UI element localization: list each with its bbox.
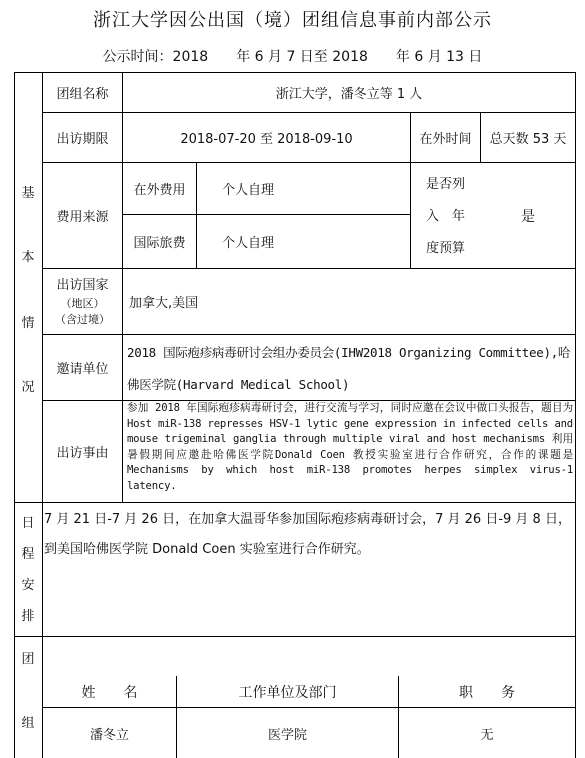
abroad-cost-value: 个人自理 xyxy=(222,183,275,198)
section-schedule-char: 排 xyxy=(21,609,35,624)
section-schedule-char: 程 xyxy=(21,547,35,562)
member-title: 无 xyxy=(480,727,494,743)
table-border-right xyxy=(575,72,576,758)
budget-value: 是 xyxy=(521,208,535,225)
invite-label: 邀请单位 xyxy=(56,362,109,377)
country-label-line: （含过境） xyxy=(55,313,110,326)
section-schedule-char: 安 xyxy=(21,578,35,593)
section-group-char: 组 xyxy=(21,716,35,731)
section-basic-char: 情 xyxy=(21,316,35,331)
group-name-value: 浙江大学，潘冬立等 1 人 xyxy=(275,87,423,102)
intl-travel-value: 个人自理 xyxy=(222,236,275,251)
abroad-time-label: 在外时间 xyxy=(419,132,472,147)
period-label: 出访期限 xyxy=(56,132,109,147)
section-basic-char: 况 xyxy=(21,380,35,395)
intl-travel-label: 国际旅费 xyxy=(133,236,186,251)
reason-label: 出访事由 xyxy=(56,446,109,461)
funding-label: 费用来源 xyxy=(56,210,109,225)
publish-time: 公示时间：2018 年 6 月 7 日至 2018 年 6 月 13 日 xyxy=(102,49,483,65)
members-header-title: 职 务 xyxy=(459,684,515,701)
budget-label-line: 入 年 xyxy=(425,208,465,224)
section-basic-char: 本 xyxy=(21,250,35,265)
section-divider xyxy=(14,636,576,637)
members-header-name: 姓 名 xyxy=(81,684,138,701)
member-name: 潘冬立 xyxy=(89,727,129,743)
reason-value: 参加 2018 年国际疱疹病毒研讨会，进行交流与学习，同时应邀在会议中做口头报告，题目为 Host miR-138 represses HSV-1 lytic gene expression in infected cells and mouse trigeminal ganglia through multiple viral and host mechanisms 利用暑假期间应邀赴哈佛医学院Donald Coen 教授实验室进行合作研究，合作的课题是 Mechanisms by which host miR-138 promotes herpes simplex virus-1 latency. xyxy=(127,402,573,492)
abroad-time-value: 总天数 53 天 xyxy=(489,132,567,147)
budget-label-line: 是否列 xyxy=(425,176,465,192)
budget-label-line: 度预算 xyxy=(425,240,465,256)
period-value: 2018-07-20 至 2018-09-10 xyxy=(180,132,353,147)
members-header-unit: 工作单位及部门 xyxy=(238,684,337,701)
country-label-line: （地区） xyxy=(60,297,105,310)
section-group-char: 团 xyxy=(21,652,35,667)
section-basic-char: 基 xyxy=(21,186,35,201)
table-border-left xyxy=(14,72,15,758)
column-divider xyxy=(196,162,197,268)
member-unit: 医学院 xyxy=(267,727,307,743)
section-divider xyxy=(14,502,576,503)
section-schedule-char: 日 xyxy=(21,516,35,531)
abroad-cost-label: 在外费用 xyxy=(133,183,186,198)
country-label-line: 出访国家 xyxy=(56,277,109,293)
group-name-label: 团组名称 xyxy=(56,87,109,102)
invite-value: 2018 国际疱疹病毒研讨会组办委员会(IHW2018 Organizing Committee),哈佛医学院(Harvard Medical School) xyxy=(127,345,571,392)
page-title: 浙江大学因公出国（境）团组信息事前内部公示 xyxy=(93,10,492,31)
country-value: 加拿大,美国 xyxy=(129,296,199,311)
schedule-value: 7 月 21 日-7 月 26 日，在加拿大温哥华参加国际疱疹病毒研讨会，7 月 26 日-9 月 8 日，到美国哈佛医学院 Donald Coen 实验室进行合作研究。 xyxy=(44,512,571,557)
